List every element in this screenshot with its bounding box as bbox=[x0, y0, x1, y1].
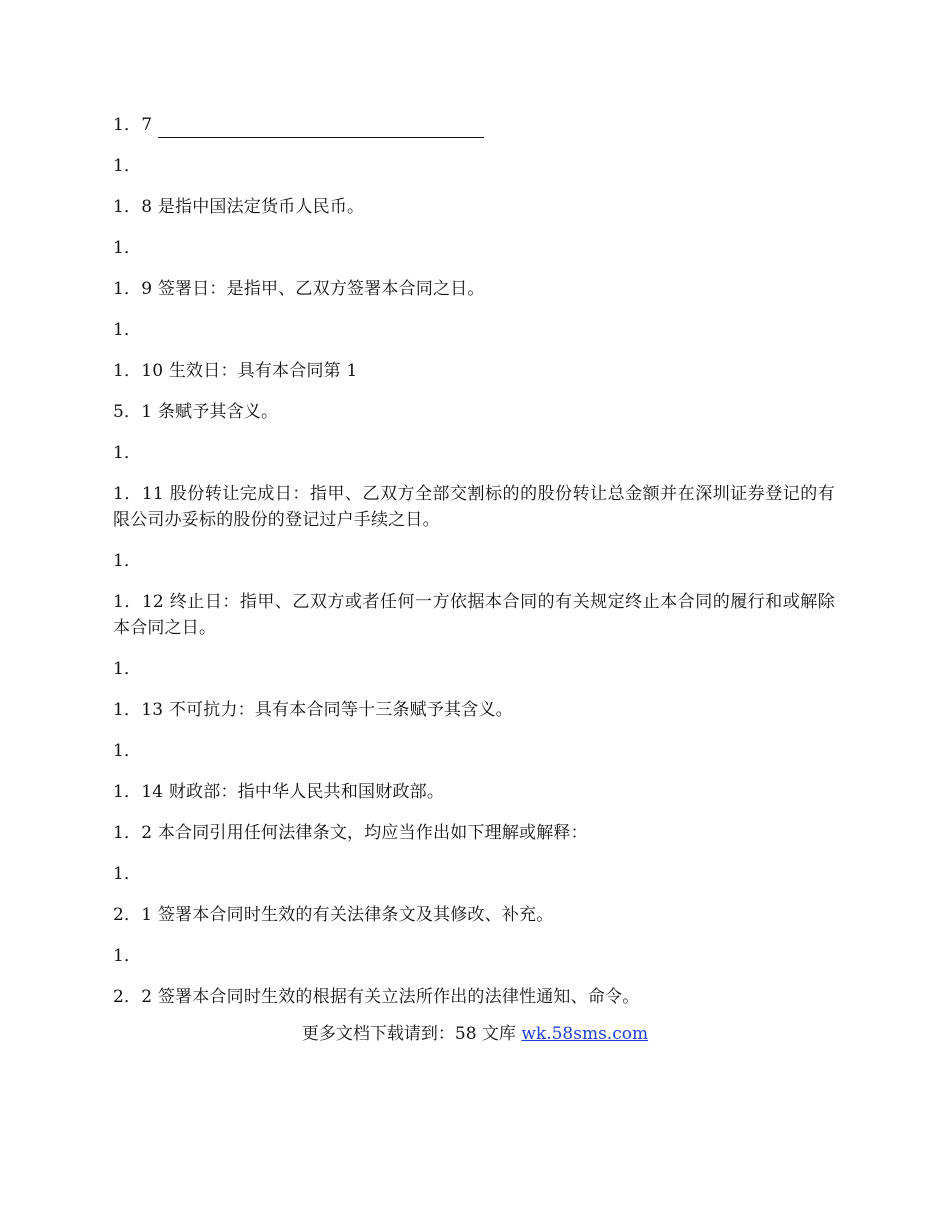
paragraph: 1．11 股份转让完成日：指甲、乙双方全部交割标的的股份转让总金额并在深圳证券登记的有限公司办妥标的股份的登记过户手续之日。 bbox=[113, 484, 835, 530]
paragraph: 1．14 财政部：指中华人民共和国财政部。 bbox=[113, 782, 445, 802]
paragraph: 2．1 签署本合同时生效的有关法律条文及其修改、补充。 bbox=[113, 905, 554, 925]
document-body bbox=[113, 112, 835, 1025]
paragraph: 1．9 签署日：是指甲、乙双方签署本合同之日。 bbox=[113, 279, 485, 299]
download-site-link[interactable]: wk.58sms.com bbox=[521, 1024, 649, 1044]
paragraph-text: 1．7 bbox=[113, 115, 153, 135]
paragraph: 5．1 条赋予其含义。 bbox=[113, 402, 279, 422]
footer-prefix: 更多文档下载请到：58 文库 bbox=[301, 1024, 522, 1044]
paragraph: 1． bbox=[113, 443, 142, 463]
paragraph: 1． bbox=[113, 864, 142, 884]
paragraph: 1． bbox=[113, 156, 142, 176]
paragraph: 1． bbox=[113, 946, 142, 966]
paragraph: 1． bbox=[113, 659, 142, 679]
paragraph: 1．12 终止日：指甲、乙双方或者任何一方依据本合同的有关规定终止本合同的履行和或解除本合同之日。 bbox=[113, 592, 835, 638]
paragraph: 1．8 是指中国法定货币人民币。 bbox=[113, 197, 365, 217]
paragraph: 1． bbox=[113, 320, 142, 340]
download-footer bbox=[0, 1022, 950, 1046]
paragraph: 1． bbox=[113, 741, 142, 761]
paragraph: 1． bbox=[113, 551, 142, 571]
paragraph: 2．2 签署本合同时生效的根据有关立法所作出的法律性通知、命令。 bbox=[113, 987, 640, 1007]
paragraph: 1． bbox=[113, 238, 142, 258]
paragraph-1-7 bbox=[113, 112, 835, 138]
paragraph: 1．10 生效日：具有本合同第 1 bbox=[113, 361, 358, 381]
paragraph: 1．13 不可抗力：具有本合同等十三条赋予其含义。 bbox=[113, 700, 513, 720]
fill-in-blank-line bbox=[158, 119, 484, 138]
paragraph: 1．2 本合同引用任何法律条文，均应当作出如下理解或解释： bbox=[113, 823, 588, 843]
